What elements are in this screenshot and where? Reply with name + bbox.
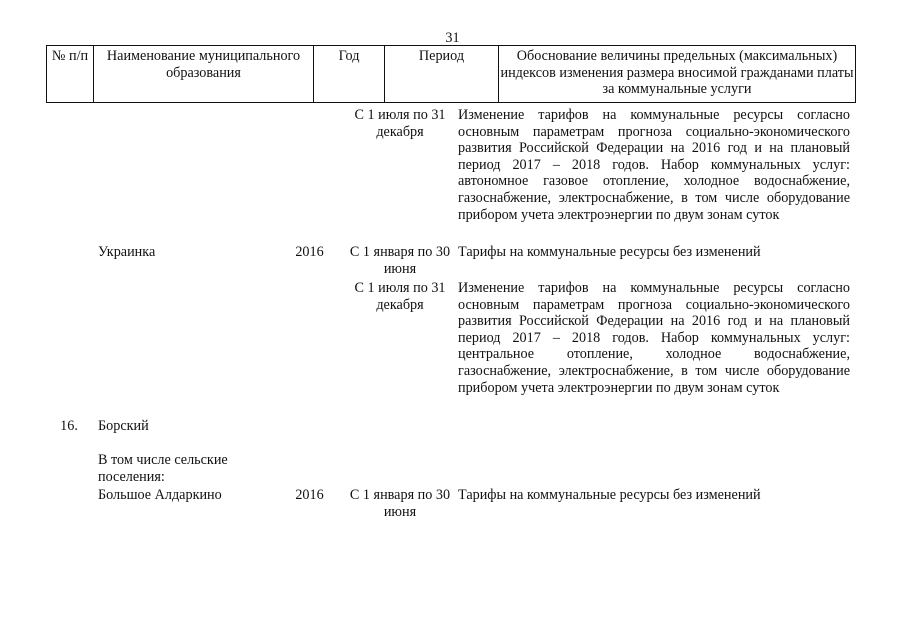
- row-period: С 1 июля по 31 декабря: [354, 280, 446, 313]
- row-num: 16.: [60, 418, 78, 434]
- header-period: Период: [384, 46, 498, 102]
- row-year: 2016: [295, 487, 324, 503]
- header-num: № п/п: [51, 48, 89, 64]
- row-basis: Изменение тарифов на коммунальные ресурсы согласно основным параметрам прогноза социально-экономического развития Российской Федерации на 2016 год и на плановый период 2017 – 2018 годов. Набор коммунальных услуг: центральное отопление, холодное водоснабжение, газоснабжение, электроснабжение, в том числе оборудование прибором учета электроэнергии по двум зонам суток: [458, 280, 850, 396]
- page-number: 31: [445, 30, 460, 46]
- row-basis: Тарифы на коммунальные ресурсы без изменений: [458, 244, 761, 260]
- row-basis: Тарифы на коммунальные ресурсы без изменений: [458, 487, 761, 503]
- row-period: С 1 июля по 31 декабря: [354, 107, 446, 140]
- row-name: Украинка: [98, 244, 156, 260]
- row-year: 2016: [295, 244, 324, 260]
- row-name: В том числе сельские поселения:: [98, 452, 228, 485]
- header-name: Наименование муниципального образования: [93, 46, 313, 102]
- header-year: Год: [313, 46, 384, 102]
- table-header: [46, 45, 856, 103]
- row-name: Борский: [98, 418, 149, 434]
- row-name: Большое Алдаркино: [98, 487, 222, 503]
- row-basis: Изменение тарифов на коммунальные ресурсы согласно основным параметрам прогноза социально-экономического развития Российской Федерации на 2016 год и на плановый период 2017 – 2018 годов. Набор коммунальных услуг: автономное газовое отопление, холодное водоснабжение, газоснабжение, электроснабжение, в том числе оборудование прибором учета электроэнергии по двум зонам суток: [458, 107, 850, 223]
- row-period: С 1 января по 30 июня: [349, 487, 451, 520]
- row-period: С 1 января по 30 июня: [349, 244, 451, 277]
- header-basis: Обоснование величины предельных (максимальных) индексов изменения размера вносимой гражданами платы за коммунальные услуги: [498, 46, 855, 102]
